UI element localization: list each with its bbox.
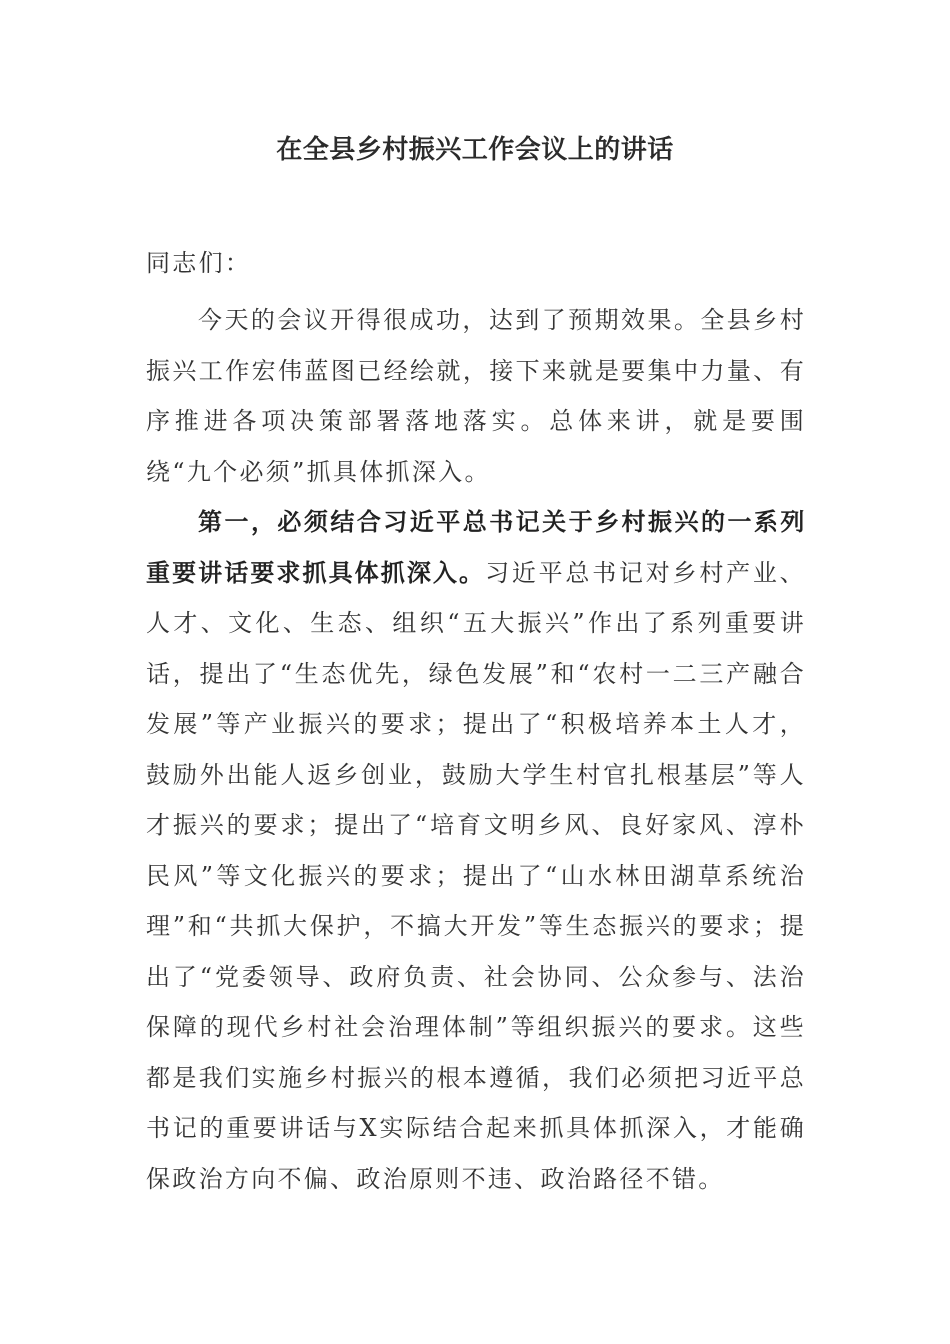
- salutation: 同志们：: [146, 249, 252, 277]
- paragraph-lead-heading: 第一，必须结合习近平总书记关于乡村振兴的一系列重要讲话要求抓具体抓深入。: [146, 508, 806, 587]
- paragraph-first-point-text: 习近平总书记对乡村产业、人才、文化、生态、组织“五大振兴”作出了系列重要讲话，提出了“生态优先，绿色发展”和“农村一二三产融合发展”等产业振兴的要求；提出了“积极培养本土人才，鼓励外出能人返乡创业，鼓励大学生村官扎根基层”等人才振兴的要求；提出了“培育文明乡风、良好家风、淳朴民风”等文化振兴的要求；提出了“山水林田湖草系统治理”和“共抓大保护，不搞大开发”等生态振兴的要求；提出了“党委领导、政府负责、社会协同、公众参与、法治保障的现代乡村社会治理体制”等组织振兴的要求。这些都是我们实施乡村振兴的根本遵循，我们必须把习近平总书记的重要讲话与X实际结合起来抓具体抓深入，才能确保政治方向不偏、政治原则不违、政治路径不错。: [146, 558, 806, 1193]
- document-title: 在全县乡村振兴工作会议上的讲话: [276, 135, 674, 165]
- paragraph-intro: [146, 295, 806, 497]
- paragraph-first-point: [146, 497, 806, 1204]
- paragraph-intro-text: 今天的会议开得很成功，达到了预期效果。全县乡村振兴工作宏伟蓝图已经绘就，接下来就是要集中力量、有序推进各项决策部署落地落实。总体来讲，就是要围绕“九个必须”抓具体抓深入。: [146, 306, 806, 486]
